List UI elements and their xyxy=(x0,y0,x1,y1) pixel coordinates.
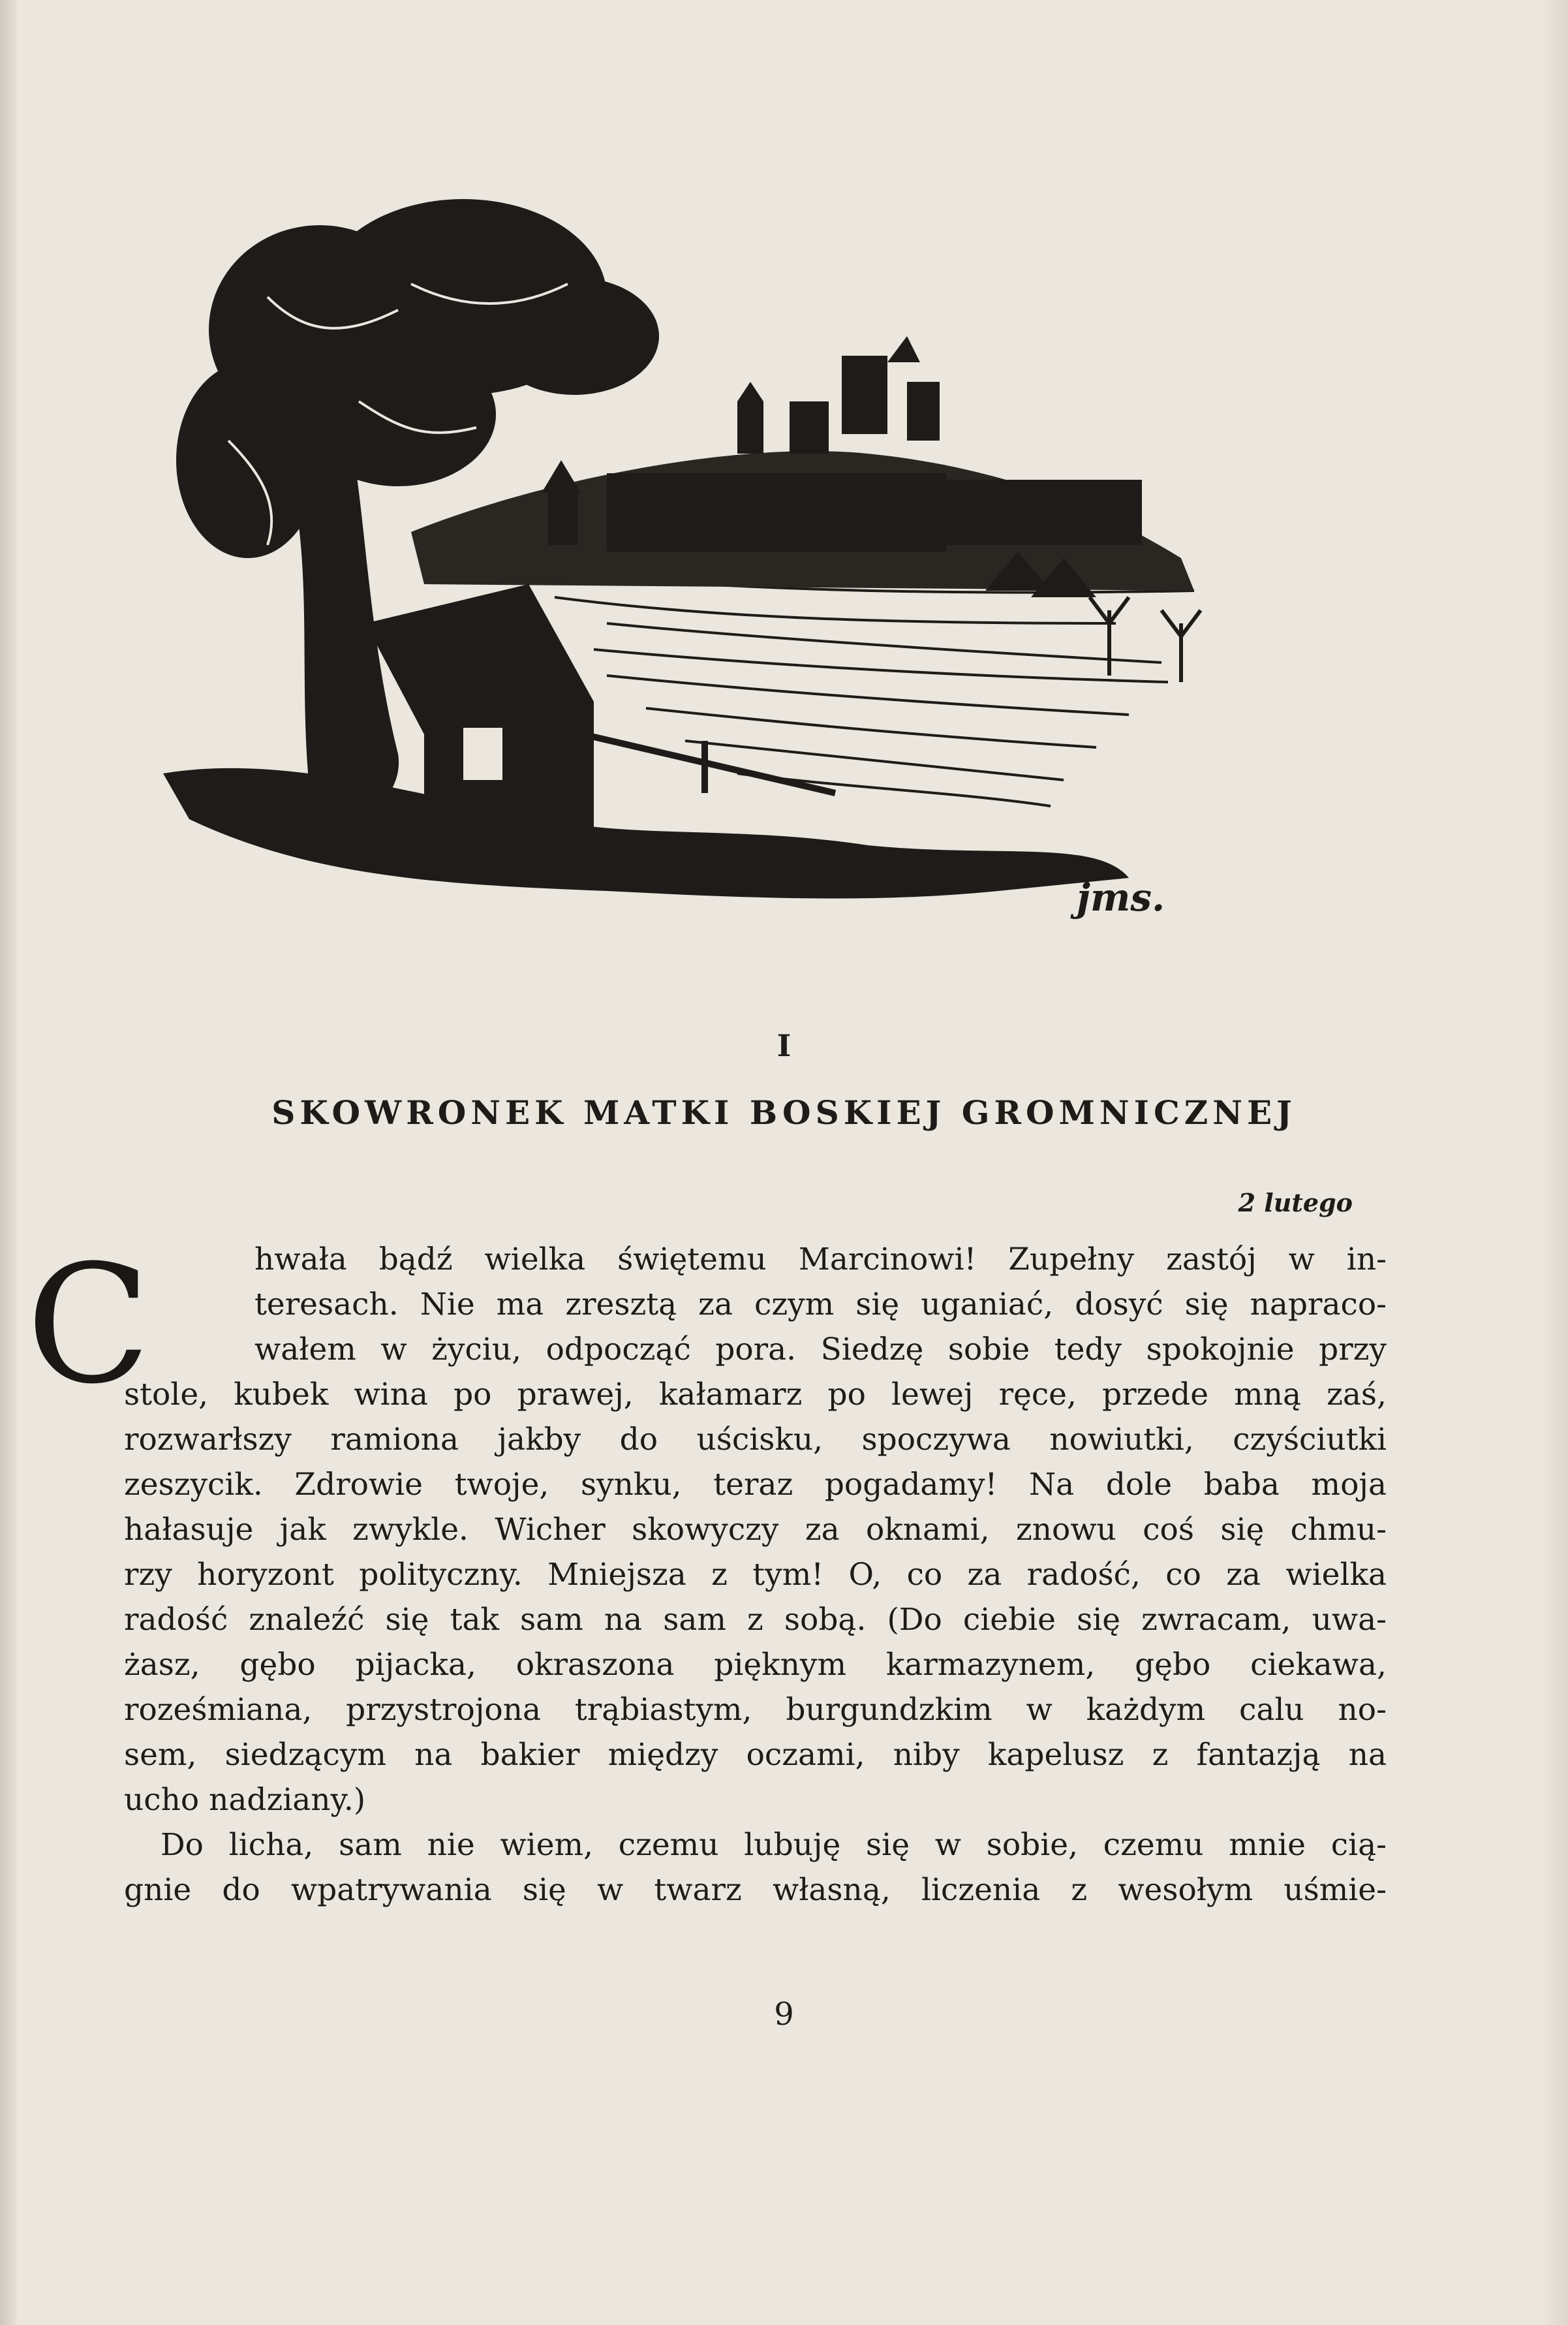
signature: jms. xyxy=(1077,875,1165,920)
text-line: rzy horyzont polityczny. Mniejsza z tym! O, co za radość, co za wielka xyxy=(124,1557,1387,1593)
text-line: wałem w życiu, odpocząć pora. Siedzę sobie tedy spokojnie przy xyxy=(254,1332,1387,1367)
page-number: 9 xyxy=(774,1996,794,2033)
text-line: gnie do wpatrywania się w twarz własną, liczenia z wesołym uśmie- xyxy=(124,1872,1387,1908)
text-line: ucho nadziany.) xyxy=(124,1782,366,1818)
chapter-date: 2 lutego xyxy=(1238,1188,1353,1217)
text-line: hwała bądź wielka świętemu Marcinowi! Zupełny zastój w in- xyxy=(254,1241,1387,1277)
text-line: roześmiana, przystrojona trąbiastym, burgundzkim w każdym calu no- xyxy=(124,1692,1387,1728)
page-edge xyxy=(0,0,17,2325)
text-line: żasz, gębo pijacka, okraszona pięknym karmazynem, gębo ciekawa, xyxy=(124,1647,1387,1683)
text-line: stole, kubek wina po prawej, kałamarz po lewej ręce, przede mną zaś, xyxy=(124,1377,1387,1412)
text-line: hałasuje jak zwykle. Wicher skowyczy za oknami, znowu coś się chmu- xyxy=(124,1512,1387,1548)
text-line: teresach. Nie ma zresztą za czym się uganiać, dosyć się napraco- xyxy=(254,1287,1387,1322)
text-line: Do licha, sam nie wiem, czemu lubuję się w sobie, czemu mnie cią- xyxy=(161,1827,1387,1863)
chapter-number: I xyxy=(776,1028,792,1063)
chapter-title: SKOWRONEK MATKI BOSKIEJ GROMNICZNEJ xyxy=(271,1093,1297,1132)
drop-cap: C xyxy=(26,1230,151,1420)
text-line: radość znaleźć się tak sam na sam z sobą. (Do ciebie się zwracam, uwa- xyxy=(124,1602,1387,1638)
text-line: sem, siedzącym na bakier między oczami, niby kapelusz z fantazją na xyxy=(124,1737,1387,1773)
body-text xyxy=(124,1237,1387,1912)
woodcut-landscape-icon xyxy=(150,166,1338,924)
text-line: zeszycik. Zdrowie twoje, synku, teraz pogadamy! Na dole baba moja xyxy=(124,1467,1387,1503)
page-shadow xyxy=(1542,0,1568,2325)
text-line: rozwarłszy ramiona jakby do uścisku, spoczywa nowiutki, czyściutki xyxy=(124,1422,1387,1458)
